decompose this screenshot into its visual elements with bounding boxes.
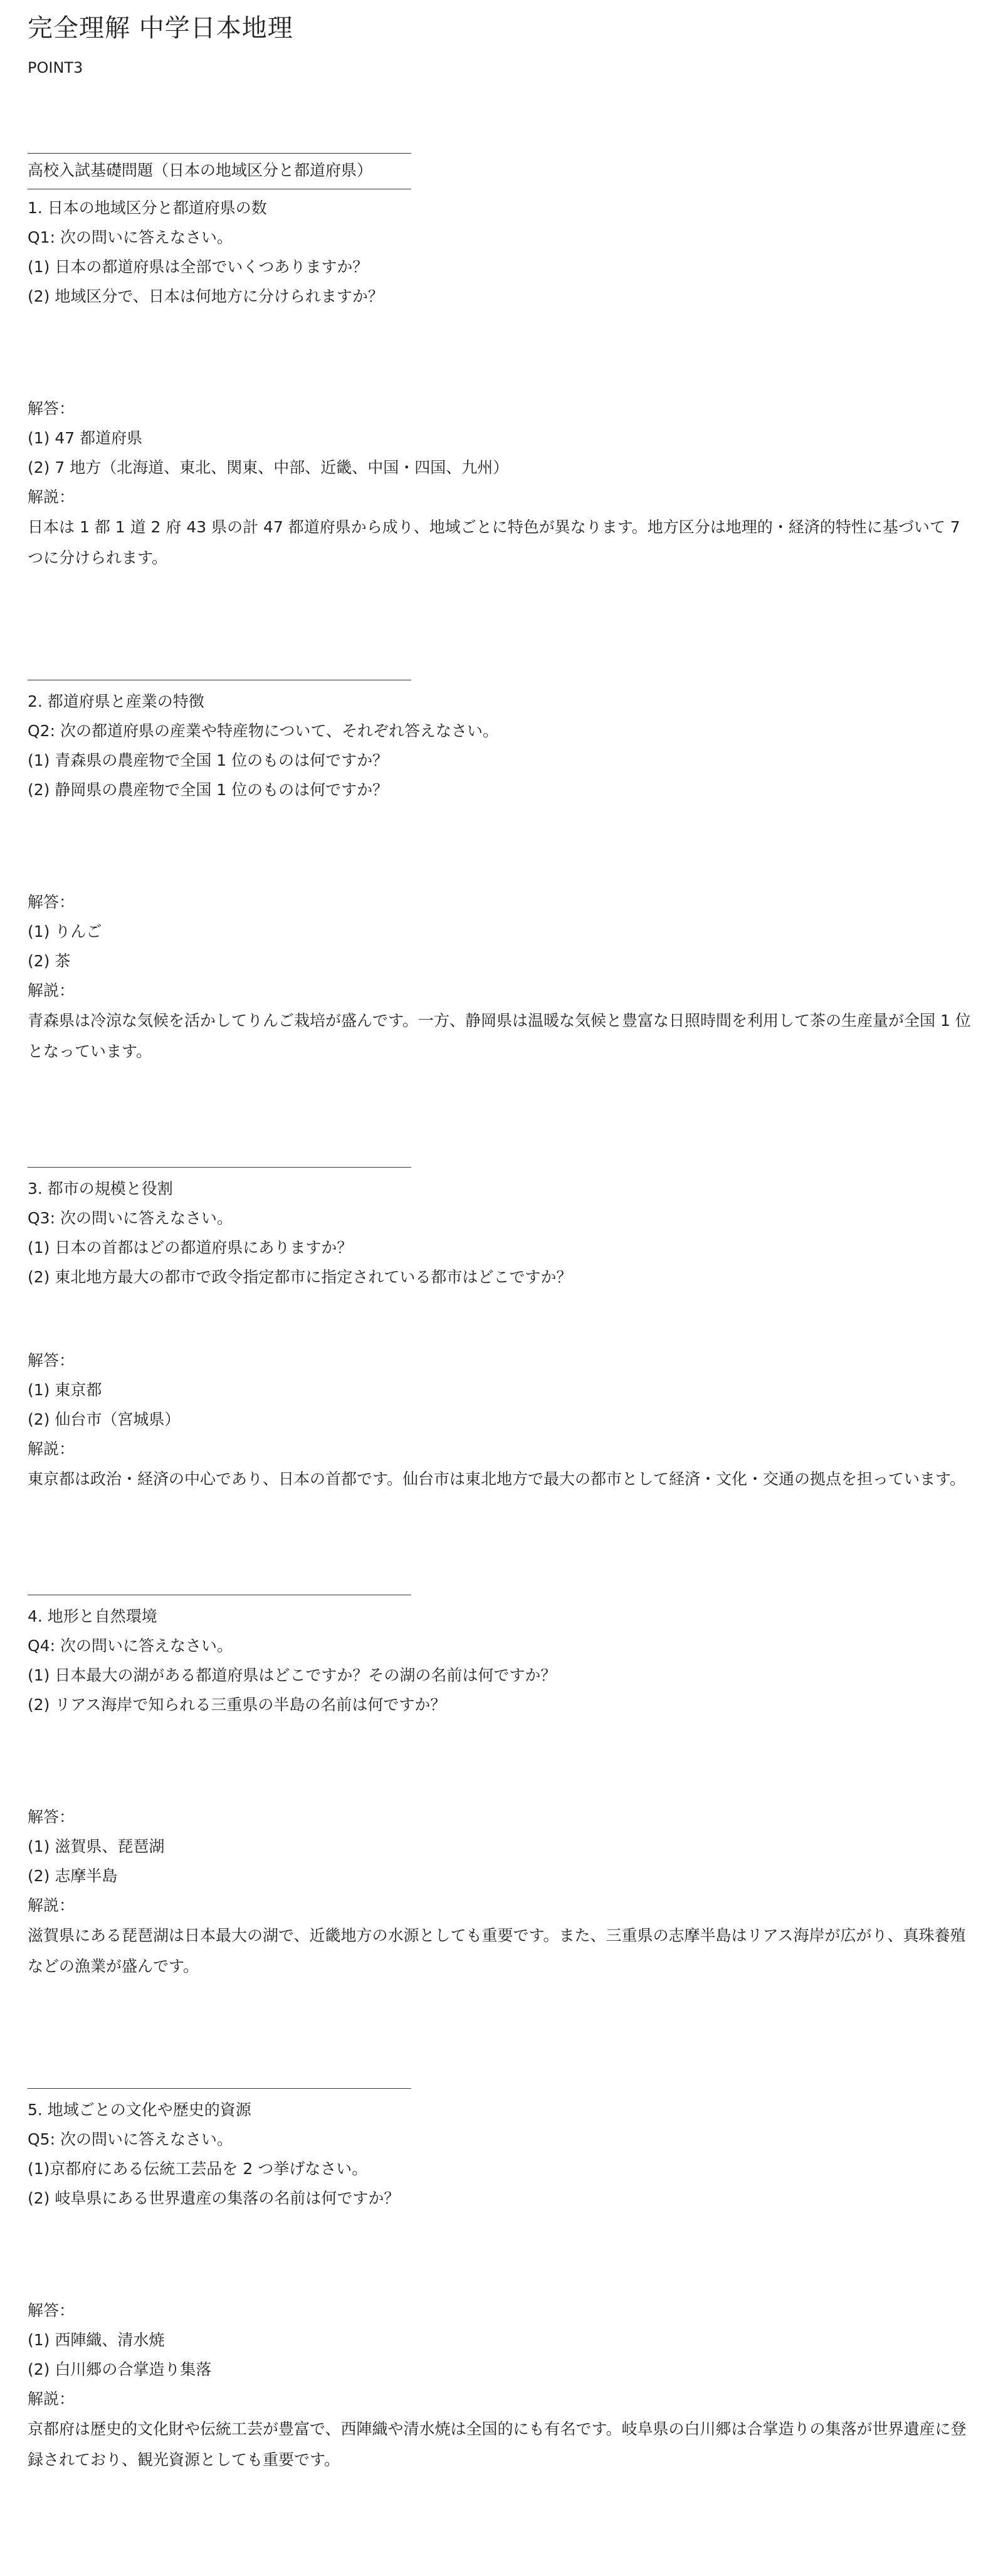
question-item: (1) 日本最大の湖がある都道府県はどこですか？その湖の名前は何ですか？ xyxy=(28,1666,557,1684)
answer-block xyxy=(28,394,1003,573)
explanation-text: 東京都は政治・経済の中心であり、日本の首都です。仙台市は東北地方で最大の都市として経済・文化・交通の拠点を担っています。 xyxy=(28,1470,966,1488)
explanation-label: 解説： xyxy=(28,488,75,506)
explanation-text: 日本は 1 都 1 道 2 府 43 県の計 47 都道府県から成り、地域ごとに特色が異なります。地方区分は地理的・経済的特性に基づいて 7 つに分けられます。 xyxy=(28,518,960,567)
answer-item: (1) りんご xyxy=(28,922,102,941)
section-heading: 5. 地域ごとの文化や歴史的資源 xyxy=(28,2101,251,2119)
question-item: (1)京都府にある伝統工芸品を 2 つ挙げなさい。 xyxy=(28,2160,368,2178)
question-item: (1) 日本の首都はどの都道府県にありますか？ xyxy=(28,1238,353,1257)
divider xyxy=(28,1167,411,1168)
question-section-2 xyxy=(28,680,1003,1067)
question-item: (1) 青森県の農産物で全国 1 位のものは何ですか？ xyxy=(28,751,389,769)
answer-block xyxy=(28,1346,1003,1494)
answer-item: (1) 東京都 xyxy=(28,1381,102,1399)
section-heading: 4. 地形と自然環境 xyxy=(28,1607,157,1625)
explanation-text: 京都府は歴史的文化財や伝統工芸が豊富で、西陣織や清水焼は全国的にも有名です。岐阜県の白川郷は合掌造りの集落が世界遺産に登録されており、観光資源としても重要です。 xyxy=(28,2420,967,2469)
answer-item: (2) 志摩半島 xyxy=(28,1867,118,1885)
answer-label: 解答： xyxy=(28,1351,75,1370)
answer-label: 解答： xyxy=(28,399,75,418)
question-section-3 xyxy=(28,1167,1003,1494)
section-heading: 2. 都道府県と産業の特徴 xyxy=(28,692,204,710)
explanation-label: 解説： xyxy=(28,981,75,1000)
question-text: Q5: 次の問いに答えなさい。 xyxy=(28,2130,233,2148)
question-item: (2) 地域区分で、日本は何地方に分けられますか？ xyxy=(28,287,384,305)
divider xyxy=(28,2088,411,2089)
explanation-label: 解説： xyxy=(28,1896,75,1914)
explanation-label: 解説： xyxy=(28,2390,75,2408)
answer-item: (2) 茶 xyxy=(28,952,71,970)
question-text: Q3: 次の問いに答えなさい。 xyxy=(28,1209,233,1227)
answer-block xyxy=(28,2296,1003,2475)
question-item: (2) 東北地方最大の都市で政令指定都市に指定されている都市はどこですか？ xyxy=(28,1268,572,1286)
question-item: (2) リアス海岸で知られる三重県の半島の名前は何ですか？ xyxy=(28,1696,446,1714)
question-text: Q2: 次の都道府県の産業や特産物について、それぞれ答えなさい。 xyxy=(28,722,498,740)
explanation-text: 滋賀県にある琵琶湖は日本最大の湖で、近畿地方の水源としても重要です。また、三重県の志摩半島はリアス海岸が広がり、真珠養殖などの漁業が盛んです。 xyxy=(28,1926,966,1975)
question-item: (2) 静岡県の農産物で全国 1 位のものは何ですか？ xyxy=(28,781,389,799)
question-section-5 xyxy=(28,2088,1003,2475)
question-text: Q4: 次の問いに答えなさい。 xyxy=(28,1637,233,1655)
section-heading: 1. 日本の地域区分と都道府県の数 xyxy=(28,199,267,217)
answer-item: (2) 7 地方（北海道、東北、関東、中部、近畿、中国・四国、九州） xyxy=(28,458,509,477)
question-text: Q1: 次の問いに答えなさい。 xyxy=(28,228,233,246)
answer-label: 解答： xyxy=(28,2301,75,2320)
question-section-1 xyxy=(28,193,1003,573)
answer-item: (1) 47 都道府県 xyxy=(28,429,143,447)
page-title: 完全理解 中学日本地理 xyxy=(28,14,293,43)
question-item: (2) 岐阜県にある世界遺産の集落の名前は何ですか？ xyxy=(28,2189,400,2207)
answer-item: (1) 滋賀県、琵琶湖 xyxy=(28,1837,165,1855)
page-subtitle: POINT3 xyxy=(28,59,83,77)
answer-block xyxy=(28,1802,1003,1982)
test-title: 高校入試基礎問題（日本の地域区分と都道府県） xyxy=(28,161,373,179)
question-section-4 xyxy=(28,1595,1003,1982)
explanation-text: 青森県は冷涼な気候を活かしてりんご栽培が盛んです。一方、静岡県は温暖な気候と豊富な日照時間を利用して茶の生産量が全国 1 位となっています。 xyxy=(28,1011,971,1060)
answer-label: 解答： xyxy=(28,1808,75,1826)
answer-item: (1) 西陣織、清水焼 xyxy=(28,2331,165,2349)
question-item: (1) 日本の都道府県は全部でいくつありますか？ xyxy=(28,258,369,276)
answer-label: 解答： xyxy=(28,893,75,911)
answer-block xyxy=(28,887,1003,1067)
answer-item: (2) 白川郷の合掌造り集落 xyxy=(28,2360,212,2378)
answer-item: (2) 仙台市（宮城県） xyxy=(28,1410,181,1428)
explanation-label: 解説： xyxy=(28,1440,75,1458)
section-heading: 3. 都市の規模と役割 xyxy=(28,1180,173,1198)
